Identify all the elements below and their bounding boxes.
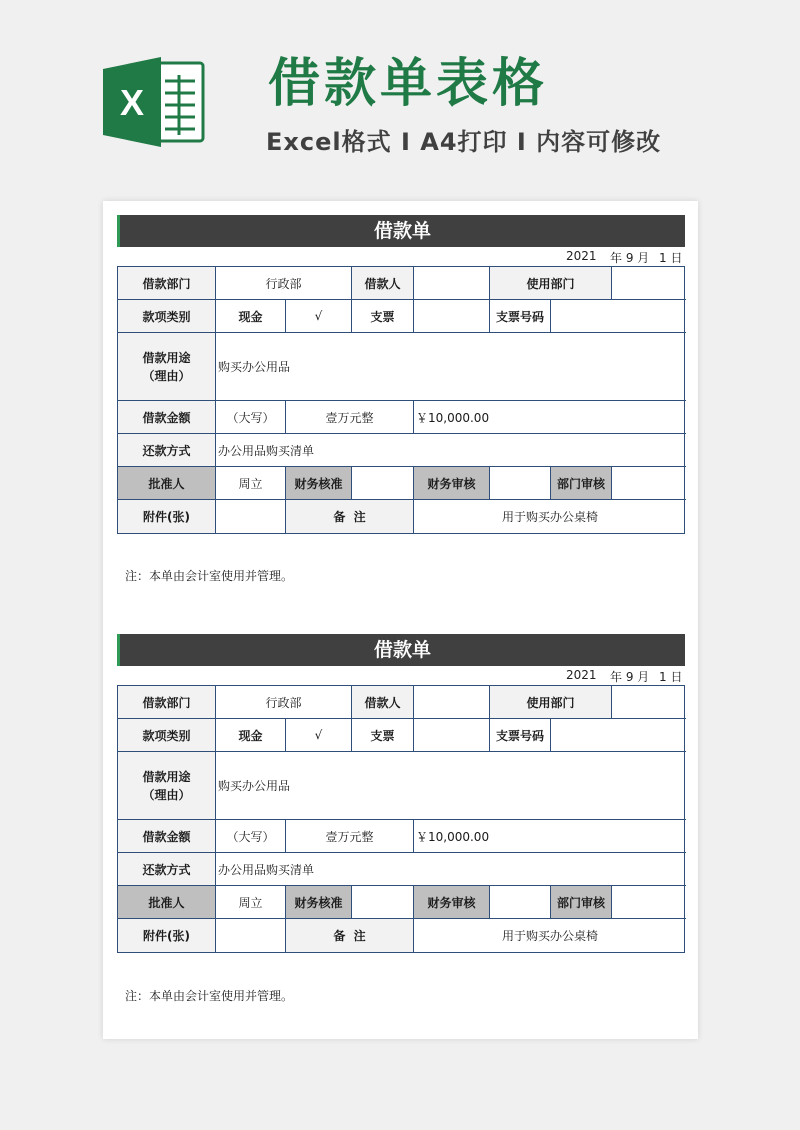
value-use-dept[interactable] <box>612 686 686 719</box>
label-finance-approve: 财务核准 <box>286 467 352 500</box>
form-table <box>117 685 685 953</box>
label-purpose-line1: 借款用途 <box>142 350 191 365</box>
value-purpose[interactable]: 购买办公用品 <box>216 752 686 820</box>
label-dept: 借款部门 <box>118 686 216 719</box>
label-approver: 批准人 <box>118 467 216 500</box>
date-month: 年 9 月 <box>610 251 650 265</box>
label-check-no: 支票号码 <box>490 300 551 333</box>
label-check: 支票 <box>352 719 414 752</box>
value-amount-upper[interactable]: 壹万元整 <box>286 401 414 434</box>
label-purpose-line2: （理由） <box>142 368 191 383</box>
value-repay[interactable]: 办公用品购买清单 <box>216 434 686 467</box>
label-purpose-line2: （理由） <box>142 787 191 802</box>
value-approver[interactable]: 周立 <box>216 886 286 919</box>
date-row <box>117 247 685 266</box>
label-purpose-line1: 借款用途 <box>142 769 191 784</box>
label-use-dept: 使用部门 <box>490 686 612 719</box>
value-dept-review[interactable] <box>612 886 686 919</box>
value-check-no[interactable] <box>551 719 686 752</box>
label-dept-review: 部门审核 <box>551 467 612 500</box>
form-note: 注：本单由会计室使用并管理。 <box>125 569 294 583</box>
value-amount[interactable]: ￥10,000.00 <box>414 820 686 853</box>
label-finance-review: 财务审核 <box>414 467 490 500</box>
value-approver[interactable]: 周立 <box>216 467 286 500</box>
form-note: 注：本单由会计室使用并管理。 <box>125 989 294 1003</box>
label-dept-review: 部门审核 <box>551 886 612 919</box>
value-attach[interactable] <box>216 919 286 952</box>
label-remark: 备 注 <box>286 919 414 952</box>
date-day: 1 日 <box>659 251 683 265</box>
label-purpose <box>118 752 216 820</box>
label-borrower: 借款人 <box>352 686 414 719</box>
label-amount-upper: （大写） <box>216 820 286 853</box>
date-year: 2021 <box>566 668 597 682</box>
value-amount-upper[interactable]: 壹万元整 <box>286 820 414 853</box>
value-dept[interactable]: 行政部 <box>216 686 352 719</box>
value-amount[interactable]: ￥10,000.00 <box>414 401 686 434</box>
value-check[interactable] <box>414 300 490 333</box>
label-amount-upper: （大写） <box>216 401 286 434</box>
value-remark[interactable]: 用于购买办公桌椅 <box>501 510 598 524</box>
value-dept[interactable]: 行政部 <box>216 267 352 300</box>
label-approver: 批准人 <box>118 886 216 919</box>
value-purpose[interactable]: 购买办公用品 <box>216 333 686 401</box>
value-use-dept[interactable] <box>612 267 686 300</box>
page-subtitle: Excel格式 I A4打印 I 内容可修改 <box>266 128 662 156</box>
document-page <box>103 201 698 1039</box>
label-repay: 还款方式 <box>118 434 216 467</box>
form-title: 借款单 <box>117 215 685 247</box>
page-header <box>0 0 800 200</box>
date-month: 年 9 月 <box>610 670 650 684</box>
value-check-no[interactable] <box>551 300 686 333</box>
value-dept-review[interactable] <box>612 467 686 500</box>
value-finance-approve[interactable] <box>352 886 414 919</box>
label-borrower: 借款人 <box>352 267 414 300</box>
label-attach: 附件(张) <box>118 500 216 533</box>
value-remark[interactable]: 用于购买办公桌椅 <box>501 929 598 943</box>
label-attach: 附件(张) <box>118 919 216 952</box>
label-category: 款项类别 <box>118 719 216 752</box>
form-title: 借款单 <box>117 634 685 666</box>
label-remark: 备 注 <box>286 500 414 533</box>
date-day: 1 日 <box>659 670 683 684</box>
label-cash: 现金 <box>216 719 286 752</box>
value-cash-check[interactable]: √ <box>286 300 352 333</box>
value-finance-review[interactable] <box>490 886 551 919</box>
value-borrower[interactable] <box>414 267 490 300</box>
label-purpose <box>118 333 216 401</box>
label-use-dept: 使用部门 <box>490 267 612 300</box>
label-dept: 借款部门 <box>118 267 216 300</box>
value-finance-approve[interactable] <box>352 467 414 500</box>
label-amount: 借款金额 <box>118 820 216 853</box>
loan-form <box>117 634 685 953</box>
excel-logo-icon <box>103 57 207 147</box>
label-check: 支票 <box>352 300 414 333</box>
excel-logo-letter: X <box>119 82 145 123</box>
value-repay[interactable]: 办公用品购买清单 <box>216 853 686 886</box>
label-amount: 借款金额 <box>118 401 216 434</box>
form-table <box>117 266 685 534</box>
date-row <box>117 666 685 685</box>
label-cash: 现金 <box>216 300 286 333</box>
page-title: 借款单表格 <box>268 54 549 114</box>
value-attach[interactable] <box>216 500 286 533</box>
value-cash-check[interactable]: √ <box>286 719 352 752</box>
value-finance-review[interactable] <box>490 467 551 500</box>
label-finance-review: 财务审核 <box>414 886 490 919</box>
value-borrower[interactable] <box>414 686 490 719</box>
loan-form <box>117 215 685 534</box>
label-check-no: 支票号码 <box>490 719 551 752</box>
value-check[interactable] <box>414 719 490 752</box>
label-category: 款项类别 <box>118 300 216 333</box>
label-repay: 还款方式 <box>118 853 216 886</box>
label-finance-approve: 财务核准 <box>286 886 352 919</box>
date-year: 2021 <box>566 249 597 263</box>
